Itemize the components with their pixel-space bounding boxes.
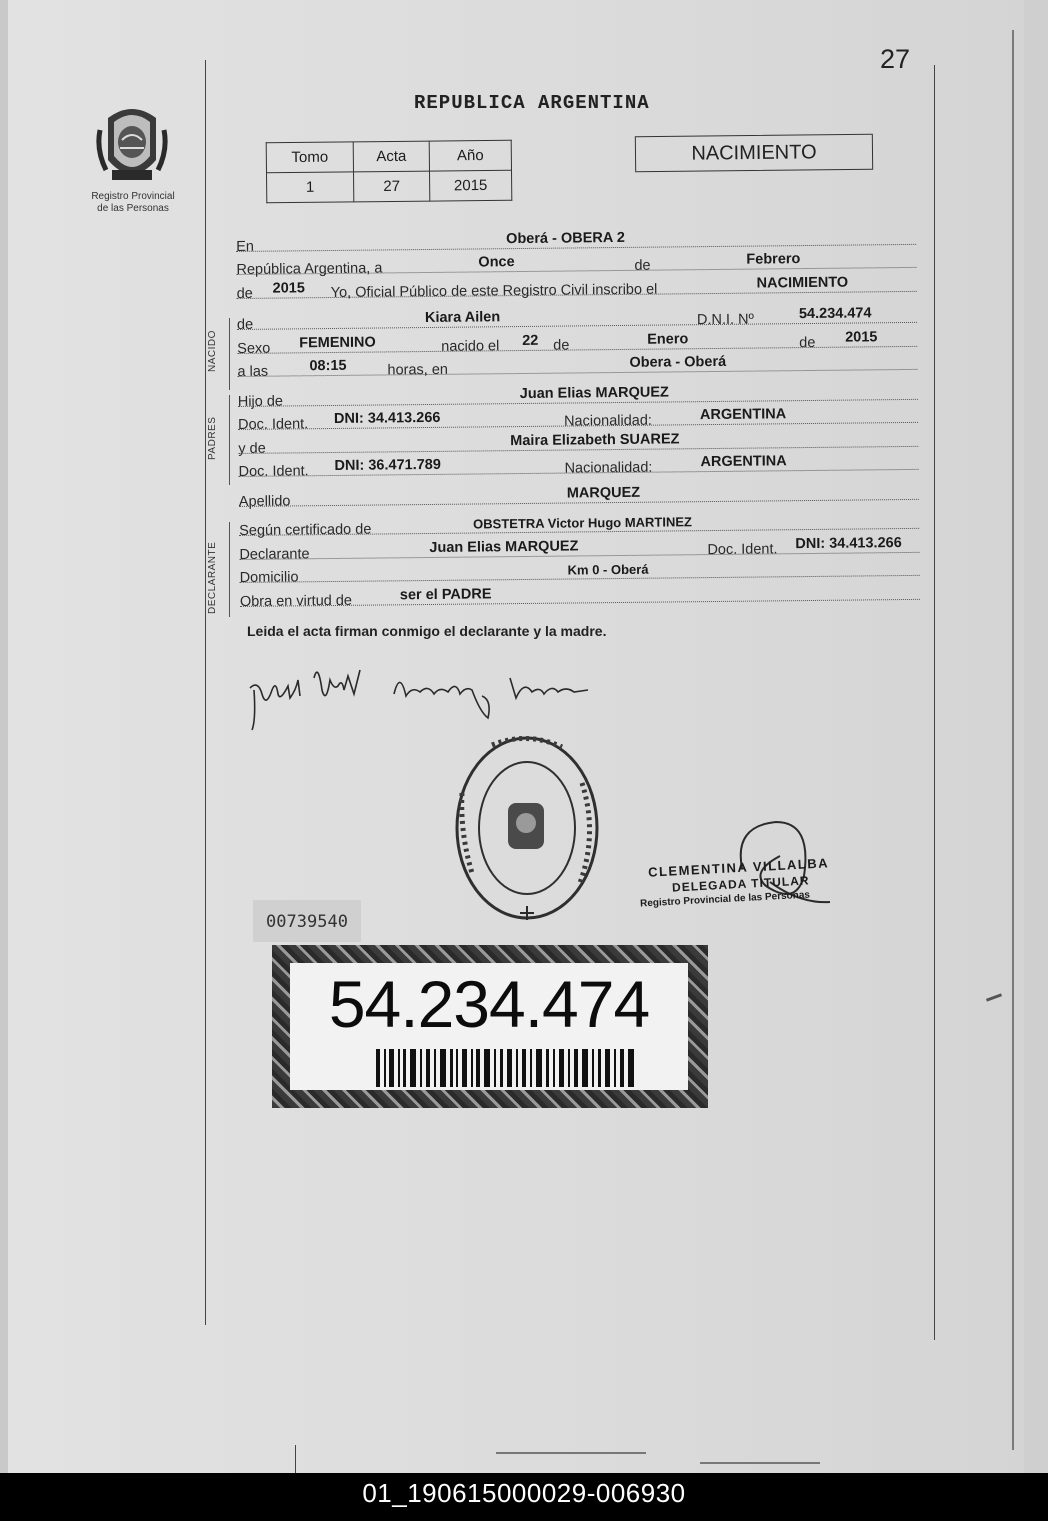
mother-dni: DNI: 36.471.789 bbox=[334, 456, 441, 474]
section-divider bbox=[229, 318, 230, 390]
doc-label: Doc. Ident. bbox=[237, 416, 309, 433]
serial-number: 00739540 bbox=[253, 900, 361, 942]
scan-filename: 01_190615000029-006930 bbox=[0, 1473, 1048, 1521]
birth-year: 2015 bbox=[845, 328, 878, 346]
mother-nationality: ARGENTINA bbox=[700, 453, 787, 471]
closing-statement: Leida el acta firman conmigo el declarante y la madre. bbox=[247, 623, 607, 639]
mother-name: Maira Elizabeth SUAREZ bbox=[510, 430, 680, 449]
registry-header-anio: Año bbox=[429, 140, 511, 171]
scan-mark bbox=[700, 1462, 820, 1464]
declarante-label: Declarante bbox=[239, 545, 310, 563]
dni-label: D.N.I. Nº bbox=[696, 311, 754, 329]
provincial-seal-icon bbox=[96, 100, 168, 188]
nationality-label: Nacionalidad: bbox=[564, 459, 653, 477]
registry-value-acta: 27 bbox=[354, 171, 430, 202]
declarant-dni: DNI: 34.413.266 bbox=[795, 534, 902, 552]
section-label-padres: PADRES bbox=[207, 416, 218, 460]
sex: FEMENINO bbox=[299, 334, 376, 351]
birth-day: 22 bbox=[522, 332, 539, 349]
nationality-label: Nacionalidad: bbox=[563, 412, 652, 430]
sexo-label: Sexo bbox=[237, 340, 271, 357]
id-number-sticker bbox=[272, 945, 708, 1108]
child-dni: 54.234.474 bbox=[798, 305, 872, 323]
de-label: de bbox=[553, 337, 570, 354]
left-margin-line bbox=[205, 60, 206, 1325]
sticker-body bbox=[290, 963, 688, 1090]
en-label: En bbox=[236, 238, 255, 255]
right-margin-line bbox=[934, 65, 935, 1340]
official-role: DELEGADA TITULAR bbox=[671, 873, 810, 895]
father-nationality: ARGENTINA bbox=[699, 406, 787, 424]
signatures bbox=[244, 650, 604, 740]
form-row-surname bbox=[238, 476, 919, 510]
declarant-name: Juan Elias MARQUEZ bbox=[429, 537, 579, 556]
birth-time: 08:15 bbox=[309, 357, 347, 375]
office-stamp bbox=[452, 733, 602, 923]
surname: MARQUEZ bbox=[566, 484, 641, 502]
obra-label: Obra en virtud de bbox=[239, 592, 353, 610]
official-office: Registro Provincial de las Personas bbox=[639, 889, 811, 910]
de-label: de bbox=[236, 316, 254, 333]
page-number: 27 bbox=[880, 44, 911, 74]
seal-caption: Registro Provincial de las Personas bbox=[91, 191, 175, 214]
oficial-text: Yo, Oficial Público de este Registro Civil inscribo el bbox=[330, 281, 658, 301]
de-label: de bbox=[634, 257, 651, 274]
nacido-label: nacido el bbox=[441, 337, 500, 355]
hijo-label: Hijo de bbox=[237, 393, 284, 410]
domicilio-label: Domicilio bbox=[239, 569, 299, 586]
sticker-number: 54.234.474 bbox=[328, 967, 650, 1041]
year-label: de bbox=[236, 285, 253, 302]
section-divider bbox=[229, 395, 230, 485]
a-las-label: a las bbox=[237, 363, 269, 380]
de-label: de bbox=[799, 334, 816, 351]
registry-office: Oberá - OBERA 2 bbox=[506, 229, 625, 247]
certificado-label: Según certificado de bbox=[239, 521, 372, 539]
birth-month: Enero bbox=[647, 330, 689, 348]
barcode-icon bbox=[376, 1049, 636, 1087]
y-de-label: y de bbox=[238, 440, 266, 457]
registry-header-acta: Acta bbox=[353, 141, 429, 172]
day-in-words: Once bbox=[478, 254, 515, 271]
underlying-page bbox=[1024, 0, 1048, 1473]
official-name: CLEMENTINA VILLALBA bbox=[647, 855, 830, 880]
bottom-tick bbox=[295, 1445, 296, 1473]
declarant-doc-label: Doc. Ident. bbox=[707, 540, 778, 558]
registry-table bbox=[266, 140, 513, 204]
child-name: Kiara Ailen bbox=[424, 309, 501, 327]
registry-header-tomo: Tomo bbox=[266, 142, 353, 173]
father-name: Juan Elias MARQUEZ bbox=[519, 383, 669, 402]
father-dni: DNI: 34.413.266 bbox=[333, 409, 441, 427]
section-label-declarante: DECLARANTE bbox=[207, 541, 218, 614]
birth-record-form bbox=[236, 221, 920, 610]
scan-mark bbox=[986, 993, 1002, 1001]
official-signature-block bbox=[640, 816, 850, 916]
address: Km 0 - Oberá bbox=[567, 561, 649, 578]
document-title: REPUBLICA ARGENTINA bbox=[414, 92, 650, 114]
act-type-box: NACIMIENTO bbox=[635, 134, 873, 172]
registry-value-anio: 2015 bbox=[429, 170, 511, 201]
registry-value-tomo: 1 bbox=[267, 172, 354, 203]
doc-label: Doc. Ident. bbox=[238, 463, 309, 480]
year: 2015 bbox=[272, 279, 305, 297]
certifier: OBSTETRA Victor Hugo MARTINEZ bbox=[473, 514, 693, 532]
section-divider bbox=[229, 522, 230, 617]
inscription-type: NACIMIENTO bbox=[756, 274, 849, 292]
birth-place: Obera - Oberá bbox=[629, 353, 727, 371]
page-edge bbox=[1012, 30, 1014, 1450]
month: Febrero bbox=[746, 251, 801, 268]
republica-label: República Argentina, a bbox=[236, 260, 383, 278]
scan-mark bbox=[496, 1452, 646, 1454]
horas-label: horas, en bbox=[387, 361, 449, 379]
section-label-nacido: NACIDO bbox=[207, 330, 218, 372]
declarant-capacity: ser el PADRE bbox=[399, 585, 492, 603]
apellido-label: Apellido bbox=[238, 492, 291, 510]
